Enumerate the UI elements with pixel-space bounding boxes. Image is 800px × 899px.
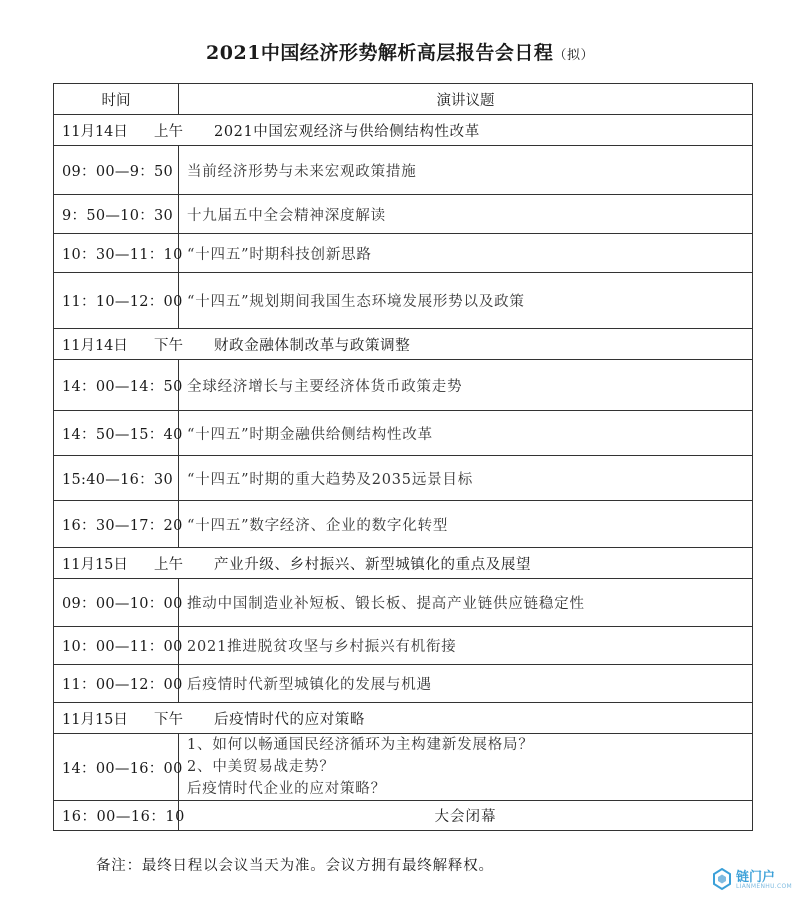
row-time: 09：00—9：50 xyxy=(54,146,179,195)
site-watermark xyxy=(712,866,792,894)
row-topic xyxy=(179,734,753,801)
closing-row xyxy=(54,801,753,831)
session-part: 上午 xyxy=(154,556,183,573)
row-time: 15:40—16：30 xyxy=(54,456,179,501)
closing-time: 16：00—16：10 xyxy=(54,801,179,831)
watermark-subtext: LIANMENHU.COM xyxy=(736,883,792,890)
table-header-row xyxy=(54,84,753,115)
session-header xyxy=(54,329,753,360)
session-header-row xyxy=(54,548,753,579)
table-row xyxy=(54,665,753,703)
session-header xyxy=(54,703,753,734)
row-topic: 十九届五中全会精神深度解读 xyxy=(179,195,753,234)
header-time: 时间 xyxy=(54,84,179,115)
row-topic: “十四五”规划期间我国生态环境发展形势以及政策 xyxy=(179,273,753,329)
title-note: （拟） xyxy=(553,48,594,63)
topic-line: 2、中美贸易战走势？ xyxy=(187,759,335,775)
row-time: 14：00—16：00 xyxy=(54,734,179,801)
table-row xyxy=(54,579,753,627)
table-row xyxy=(54,734,753,801)
chain-logo-icon xyxy=(712,868,732,892)
row-topic: 全球经济增长与主要经济体货币政策走势 xyxy=(179,360,753,411)
watermark-text: 链门户 xyxy=(736,870,776,885)
session-theme: 产业升级、乡村振兴、新型城镇化的重点及展望 xyxy=(214,556,532,573)
row-time: 11：10—12：00 xyxy=(54,273,179,329)
row-time: 14：00—14：50 xyxy=(54,360,179,411)
session-date: 11月15日 xyxy=(62,556,128,573)
session-part: 下午 xyxy=(154,337,183,354)
page-title xyxy=(0,38,800,65)
row-topic: 后疫情时代新型城镇化的发展与机遇 xyxy=(179,665,753,703)
table-row xyxy=(54,195,753,234)
table-row xyxy=(54,501,753,548)
session-header-row xyxy=(54,329,753,360)
header-topic: 演讲议题 xyxy=(179,84,753,115)
footnote: 备注：最终日程以会议当天为准。会议方拥有最终解释权。 xyxy=(96,858,494,874)
row-time: 9：50—10：30 xyxy=(54,195,179,234)
table-row xyxy=(54,627,753,665)
row-topic: “十四五”时期的重大趋势及2035远景目标 xyxy=(179,456,753,501)
session-part: 上午 xyxy=(154,123,183,140)
session-date: 11月14日 xyxy=(62,337,128,354)
table-row xyxy=(54,234,753,273)
session-part: 下午 xyxy=(154,711,183,728)
row-time: 16：30—17：20 xyxy=(54,501,179,548)
topic-line: 后疫情时代企业的应对策略？ xyxy=(187,781,386,797)
table-row xyxy=(54,360,753,411)
schedule-table xyxy=(53,83,753,831)
session-header xyxy=(54,115,753,146)
row-topic: “十四五”时期科技创新思路 xyxy=(179,234,753,273)
row-time: 14：50—15：40 xyxy=(54,411,179,456)
row-time: 11：00—12：00 xyxy=(54,665,179,703)
row-time: 10：00—11：00 xyxy=(54,627,179,665)
row-topic: “十四五”时期金融供给侧结构性改革 xyxy=(179,411,753,456)
table-row xyxy=(54,146,753,195)
row-time: 09：00—10：00 xyxy=(54,579,179,627)
row-topic: 2021推进脱贫攻坚与乡村振兴有机衔接 xyxy=(179,627,753,665)
row-topic: 推动中国制造业补短板、锻长板、提高产业链供应链稳定性 xyxy=(179,579,753,627)
table-row xyxy=(54,456,753,501)
row-topic: “十四五”数字经济、企业的数字化转型 xyxy=(179,501,753,548)
table-row xyxy=(54,273,753,329)
session-header-row xyxy=(54,703,753,734)
table-row xyxy=(54,411,753,456)
session-date: 11月15日 xyxy=(62,711,128,728)
row-topic: 当前经济形势与未来宏观政策措施 xyxy=(179,146,753,195)
session-theme: 2021中国宏观经济与供给侧结构性改革 xyxy=(214,123,480,140)
title-text: 2021中国经济形势解析高层报告会日程 xyxy=(206,42,554,64)
topic-line: 1、如何以畅通国民经济循环为主构建新发展格局？ xyxy=(187,737,534,753)
row-time: 10：30—11：10 xyxy=(54,234,179,273)
session-header-row xyxy=(54,115,753,146)
closing-label: 大会闭幕 xyxy=(179,801,753,831)
session-header xyxy=(54,548,753,579)
session-date: 11月14日 xyxy=(62,123,128,140)
session-theme: 后疫情时代的应对策略 xyxy=(214,711,365,728)
session-theme: 财政金融体制改革与政策调整 xyxy=(214,337,411,354)
